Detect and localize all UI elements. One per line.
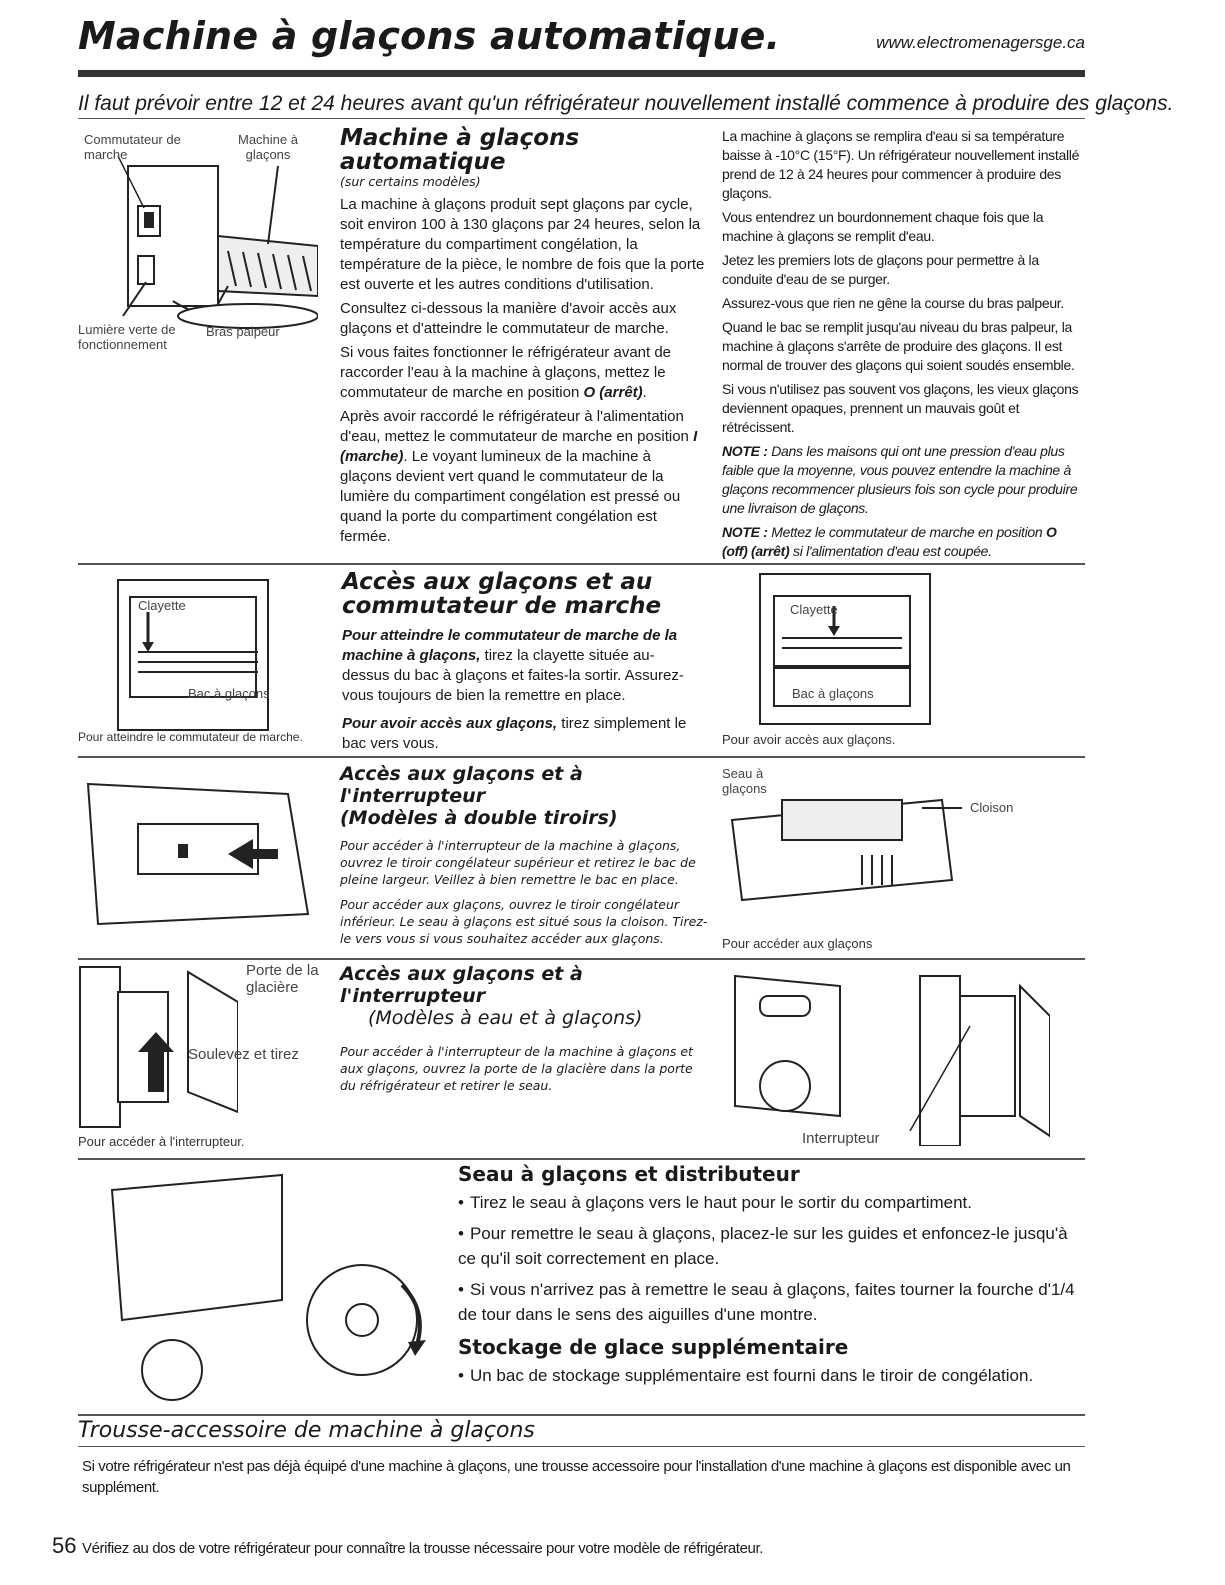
shelf-figure-right [722,568,972,748]
list-item: • Un bac de stockage supplémentaire est fourni dans le tiroir de congélation. [458,1366,1034,1385]
door-figure-right [730,966,1050,1156]
section-ice-maker-right [722,127,1082,566]
ice-maker-figure [78,126,318,376]
paragraph: Quand le bac se remplit jusqu'au niveau du bras palpeur, la machine à glaçons s'arrête de produire des glaçons. Il est normal de trouver des glaçons qui soient soudés ensemble. [722,319,1075,373]
section-note: (sur certains modèles) [340,174,481,189]
note: NOTE : Mettez le commutateur de marche en position O (off) (arrêt) si l'alimentation d'eau est coupée. [722,524,1057,559]
switch-label: Interrupteur [802,1130,880,1147]
paragraph: Si votre réfrigérateur n'est pas déjà équipé d'une machine à glaçons, une trousse accessoire pour l'installation d'une machine à glaçons est disponible avec un supplément. [82,1458,1071,1496]
paragraph: Pour avoir accès aux glaçons, tirez simplement le bac vers vous. [342,715,687,752]
paragraph: Vous entendrez un bourdonnement chaque fois que la machine à glaçons se remplit d'eau. [722,209,1044,244]
paragraph: Pour accéder à l'interrupteur de la machine à glaçons, ouvrez le tiroir congélateur supérieur et retirez le bac de pleine largeur. Veillez à bien remettre le bac en place. [340,838,696,887]
paragraph: La machine à glaçons se remplira d'eau si sa température baisse à -10°C (15°F). Un réfrigérateur nouvellement installé prend de 12 à 24 heures pour commencer à produire des glaçons. [722,128,1080,201]
divider [78,958,1085,960]
drawer-figure-right [722,760,1052,955]
section-water-ice [340,963,710,1102]
shelf-figure-left [78,572,328,747]
website-url[interactable]: www.electromenagersge.ca [876,33,1085,52]
header-rule [78,70,1085,77]
section-title: Trousse-accessoire de machine à glaçons [78,1418,535,1443]
arm-label: Bras palpeur [206,324,280,339]
section-title: Accès aux glaçons et à l'interrupteur [340,763,583,807]
paragraph: Si vous n'utilisez pas souvent vos glaçons, les vieux glaçons deviennent opaques, prennent un mauvais goût et rétrécissent. [722,381,1079,435]
divider [78,1446,1085,1447]
bin-label: Bac à glaçons [188,686,270,701]
paragraph: Pour accéder à l'interrupteur de la machine à glaçons et aux glaçons, ouvrez la porte de la glacière dans la porte du réfrigérateur et retirer le seau. [340,1044,693,1093]
divider [78,118,1085,119]
paragraph: Si vous faites fonctionner le réfrigérateur avant de raccorder l'eau à la machine à glaçons, mettez le commutateur de marche en position O (arrêt). [340,344,672,401]
section-subtitle: (Modèles à eau et à glaçons) [368,1007,643,1029]
page-subtitle: Il faut prévoir entre 12 et 24 heures avant qu'un réfrigérateur nouvellement installé commence à produire des glaçons. [78,92,1174,115]
section-subtitle: (Modèles à double tiroirs) [340,807,618,829]
section-title: Seau à glaçons et distributeur [458,1162,800,1186]
bucket-label: Seau à glaçons [722,766,767,796]
bin-label: Bac à glaçons [792,686,874,701]
paragraph: Jetez les premiers lots de glaçons pour permettre à la conduite d'eau de se purger. [722,252,1039,287]
paragraph: Vérifiez au dos de votre réfrigérateur pour connaître la trousse nécessaire pour votre modèle de réfrigérateur. [82,1540,763,1557]
paragraph: Pour accéder aux glaçons, ouvrez le tiroir congélateur inférieur. Le seau à glaçons est situé sous la cloison. Tirez-le vers vous si vous souhaitez accéder aux glaçons. [340,897,708,946]
figure-caption: Pour accéder aux glaçons [722,936,873,951]
paragraph: Pour atteindre le commutateur de marche de la machine à glaçons, tirez la clayette située au-dessus du bac à glaçons et faites-la sortir. Assurez-vous toujours de bien la remettre en place. [342,627,684,704]
section-title: Accès aux glaçons et au commutateur de marche [342,569,662,619]
list-item: • Tirez le seau à glaçons vers le haut pour le sortir du compartiment. [458,1193,973,1212]
section-title: Stockage de glace supplémentaire [458,1335,849,1359]
door-label: Porte de la glacière [246,962,319,996]
shelf-label: Clayette [790,602,838,617]
section-ice-maker [340,126,705,551]
light-label: Lumière verte de fonctionnement [78,322,176,352]
list-item: • Pour remettre le seau à glaçons, placez-le sur les guides et enfoncez-le jusqu'à ce qu'il soit correctement en place. [458,1224,1068,1268]
paragraph: Consultez ci-dessous la manière d'avoir accès aux glaçons et d'atteindre le commutateur de marche. [340,300,677,337]
divider [78,563,1085,565]
bucket-figure [82,1170,452,1410]
page-number: 56 [52,1533,77,1558]
paragraph: Assurez-vous que rien ne gêne la course du bras palpeur. [722,295,1064,311]
paragraph: Après avoir raccordé le réfrigérateur à l'alimentation d'eau, mettez le commutateur de marche en position I (marche). Le voyant lumineux de la machine à glaçons devient vert quand le commutateur de la lumière du compartiment congélation est pressé ou quand la porte du compartiment congélation est fermée. [340,408,698,545]
switch-label: Commutateur de marche [84,132,181,162]
drawer-figure-left [78,764,318,944]
divider [78,1414,1085,1416]
paragraph: La machine à glaçons produit sept glaçons par cycle, soit environ 100 à 130 glaçons par 24 heures, selon la température du compartiment congélation, la température de la pièce, le nombre de fois que la porte est ouverte et les autres conditions d'utilisation. [340,196,705,293]
section-double-drawer [340,763,710,955]
shelf-label: Clayette [138,598,186,613]
page-title: Machine à glaçons automatique. [78,14,781,58]
section-title: Accès aux glaçons et à l'interrupteur [340,963,583,1007]
divider [78,1158,1085,1160]
figure-caption: Pour accéder à l'interrupteur. [78,1134,245,1149]
section-access [342,570,702,758]
figure-caption: Pour atteindre le commutateur de marche. [78,730,303,744]
note: NOTE : Dans les maisons qui ont une pression d'eau plus faible que la moyenne, vous pouvez entendre la machine à glaçons recommencer plusieurs fois son cycle pour produire une livraison de glaçons. [722,443,1078,516]
lift-label: Soulevez et tirez [188,1046,299,1063]
list-item: • Si vous n'arrivez pas à remettre le seau à glaçons, faites tourner la fourche d'1/4 de tour dans le sens des aiguilles d'une montre. [458,1280,1075,1324]
section-title: Machine à glaçons automatique [340,125,580,175]
door-figure-left [78,962,328,1152]
divider-label: Cloison [970,800,1014,815]
machine-label: Machine à glaçons [238,132,298,162]
section-bucket [458,1162,1088,1394]
figure-caption: Pour avoir accès aux glaçons. [722,732,896,747]
divider [78,756,1085,758]
